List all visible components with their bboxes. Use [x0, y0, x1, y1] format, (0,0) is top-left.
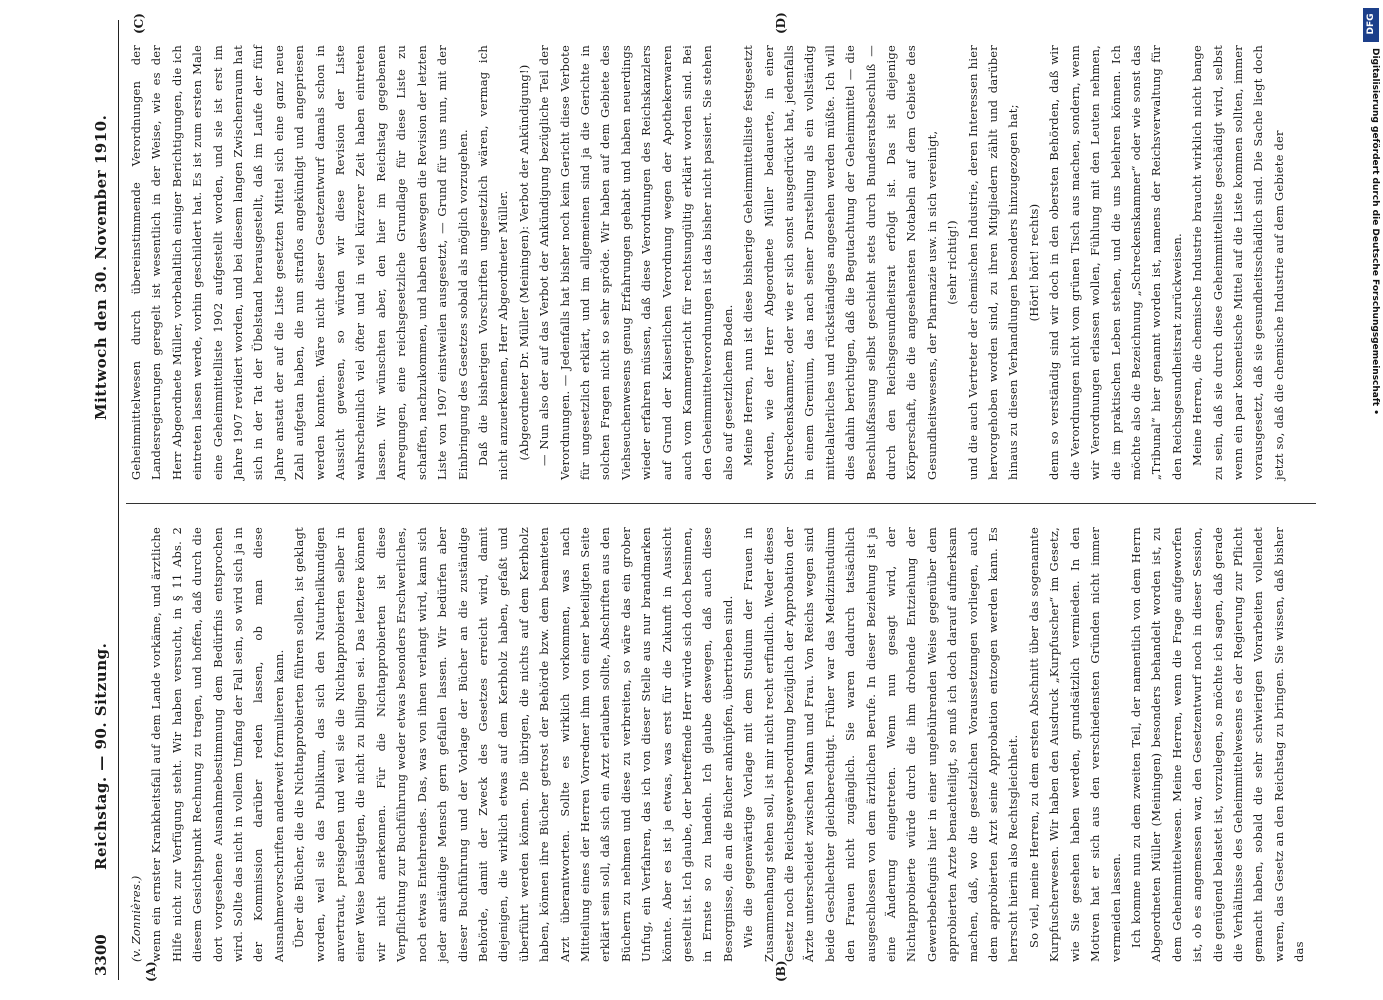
interjection: (Hört! hört! rechts) — [1026, 203, 1041, 322]
interjection: (Abgeordneter Dr. Müller (Meiningen): Verbot der Ankündigung!) — [516, 64, 531, 461]
paragraph: Meine Herren, nun ist diese bisherige Geheimmittelliste festgesetzt worden, wie der Herr Abgeordnete Müller bedauerte, in einer Schreckenskammer, oder wie er sich sonst ausgedrückt hat, jedenfalls in einem Gremium, das nach seiner Darstellung als ein vollständig mittelalterliches und rückständiges angesehen werden müßte. Ich will dies dahin berichtigen, daß die Begutachtung der Geheimmittel — die Beschlußfassung selbst geschieht stets durch Bundesratsbeschluß — durch den Reichsgesundheitsrat erfolgt ist. Das ist diejenige Körperschaft, die die angesehensten Notabeln auf dem Gebiete des Gesundheitswesens, der Pharmazie usw. in sich vereinigt, — [741, 45, 939, 480]
paragraph: denn so verständig sind wir doch in den obersten Behörden, daß wir die Verordnungen nicht vom grünen Tisch aus machen, sondern, wenn wir Verordnungen erlassen wollen, Fühlung mit den Leuten nehmen, die im praktischen Leben stehen, und die uns belehren können. Ich möchte also die Bezeichnung „Schreckenskammer“ oder wie sonst das „Tribunal“ hier genannt worden ist, namens der Reichsverwaltung für den Reichsgesundheitsrat zurückweisen. — [1047, 45, 1184, 480]
digitization-credit: Digitalisierung gefördert durch die Deutsche Forschungsgemeinschaft • — [1370, 48, 1380, 415]
paragraph: Geheimmittelwesen durch übereinstimmende Verordnungen der Landesregierungen geregelt ist wesentlich in der Weise, wie es der Herr Abgeordnete Müller, vorbehaltlich einiger Berichtigungen, die ich eintreten lassen werde, vorhin geschildert hat. Es ist zum ersten Male eine Geheimmittelliste 1902 aufgestellt worden, und sie ist erst im Jahre 1907 revidiert worden, und bei diesem langen Zwischenraum hat sich in der Tat der Übelstand herausgestellt, daß im Laufe der fünf Jahre anstatt der auf die Liste gesetzten Mittel sich eine ganz neue Zahl aufgetan haben, die nun straflos angekündigt und angepriesen werden konnten. Wäre nicht dieser Gesetzentwurf damals schon in Aussicht gewesen, so würden wir diese Revision der Liste wahrscheinlich viel öfter und in viel kürzerer Zeit haben eintreten lassen. Wir wünschten aber, den hier im Reichstag gegebenen Anregungen, eine reichsgesetzliche Grundlage für diese Liste zu schaffen, nachzukommen, und haben deswegen die Revision der letzten Liste von 1907 einstweilen ausgesetzt, — Grund für uns nun, mit der Einbringung des Gesetzes sobald als möglich vorzugehen. — [129, 45, 470, 480]
paragraph: Meine Herren, die chemische Industrie braucht wirklich nicht bange zu sein, daß sie durch diese Geheimmittelliste geschädigt wird, selbst wenn ein paar kosmetische Mittel auf die Liste kommen sollten, immer vorausgesetzt, daß sie gesundheitsschädlich sind. Die Sache liegt doch jetzt so, daß die chemische Industrie auf dem Gebiete der — [1190, 45, 1286, 480]
session-date: Mittwoch den 30. November 1910. — [92, 114, 110, 420]
paragraph: und die auch Vertreter der chemischen Industrie, deren Interessen hier hervorgehoben worden sind, zu ihren Mitgliedern zählt und darüber hinaus zu diesen Verhandlungen besonders hinzugezogen hat; — [965, 45, 1021, 480]
paragraph: Über die Bücher, die die Nichtapprobierten führen sollen, ist geklagt worden, weil sie das Publikum, das sich den Naturheilkundigen anvertraut, preisgeben und weil sie die Nichtapprobierten selber in einer Weise belästigten, die nicht zu billigen sei. Das letztere können wir nicht anerkennen. Für die Nichtapprobierten ist diese Verpflichtung zur Buchführung weder etwas besonders Erschwerliches, noch etwas Entehrendes. Das, was von ihnen verlangt wird, kann sich jeder anständige Mensch gern gefallen lassen. Wir bedürfen aber dieser Buchführung und der Vorlage der Bücher an die zuständige Behörde, damit der Zweck des Gesetzes erreicht wird, damit diejenigen, die wirklich etwas auf dem Kerbholz haben, gefaßt und überführt werden können. Die übrigen, die nichts auf dem Kerbholz haben, können ihre Bücher getrost der Behörde bzw. dem beamteten Arzt überantworten. Sollte es wirklich vorkommen, was nach Mitteilung eines der Herren Vorredner ihm von einer beteiligten Seite erklärt sein soll, daß sich ein Arzt erlauben sollte, Abschriften aus den Büchern zu nehmen und diese zu verbreiten, so wäre das ein grober Unfug, ein Verfahren, das ich von dieser Stelle aus nur brandmarken könnte. Aber es ist ja etwas, was erst für die Zukunft in Aussicht gestellt ist. Ich glaube, der betreffende Herr würde sich doch besinnen, in Ernste so zu handeln. Ich glaube deswegen, daß auch diese Besorgnisse, die an die Bücher anknüpfen, übertrieben sind. — [292, 527, 735, 962]
rotated-page-content — [84, 12, 1324, 982]
column-divider — [126, 503, 1316, 504]
margin-mark-b: (B) — [774, 960, 788, 982]
dfg-logo: DFG — [1363, 8, 1379, 42]
page-header — [84, 20, 119, 980]
paragraph: — Nun also der auf das Verbot der Ankündigung bezügliche Teil der Verordnungen. — Jedenfalls hat bisher noch kein Gericht diese Verbote für ungesetzlich erklärt, und im allgemeinen sind ja die Gerichte in solchen Fragen nicht so sehr spröde. Wir haben auf dem Gebiete des Viehseuchenwesens genug Erfahrungen gehabt und haben neuerdings wieder erfahren müssen, daß diese Verordnungen des Reichskanzlers auf Grund der Kaiserlichen Verordnung wegen der Apothekerwaren auch vom Kammergericht für rechtsungültig erklärt worden sind. Bei den Geheimmittelverordnungen ist das bisher nicht passiert. Sie stehen also auf gesetzlichem Boden. — [537, 45, 735, 480]
speaker-label: (v. Zonnières.) — [129, 875, 143, 962]
interjection: (sehr richtig!) — [945, 220, 960, 305]
paragraph: Wie die gegenwärtige Vorlage mit dem Studium der Frauen in Zusammenhang stehen soll, ist mir nicht recht erfindlich. Weder dieses Gesetz noch die Reichsgewerbeordnung bezüglich der Approbation der Ärzte unterscheidet zwischen Mann und Frau. Von Reichs wegen sind beide Geschlechter gleichberechtigt. Früher war das Medizinstudium den Frauen nicht zugänglich. Sie waren dadurch tatsächlich ausgeschlossen von dem ärztlichen Berufe. In dieser Beziehung ist ja eine Änderung eingetreten. Wenn nun gesagt wird, der Nichtapprobierte würde durch die ihm drohende Entziehung der Gewerbebefugnis hier in einer ungebührenden Weise gegenüber dem approbierten Arzte benachteiligt, so muß ich doch darauf aufmerksam machen, daß, wo die gesetzlichen Voraussetzungen vorliegen, auch dem approbierten Arzt seine Approbation entzogen werden kann. Es herrscht hierin also Rechtsgleichheit. — [741, 527, 1021, 962]
margin-mark-c: (C) — [132, 13, 146, 34]
paragraph: Ich komme nun zu dem zweiten Teil, der namentlich von dem Herrn Abgeordneten Müller (Meiningen) besonders behandelt worden ist, zu dem Geheimmittelwesen. Meine Herren, wenn die Frage aufgeworfen ist, ob es angemessen war, den Gesetzentwurf noch in dieser Session, die genügend belastet ist, vorzulegen, so möchte ich sagen, daß gerade die Verhältnisse des Geheimmittelwesens es der Regierung zur Pflicht gemacht haben, sobald die sehr schwierigen Vorarbeiten vollendet waren, das Gesetz an den Reichstag zu bringen. Sie wissen, daß bisher das — [1128, 527, 1307, 962]
paragraph: So viel, meine Herren, zu dem ersten Abschnitt über das sogenannte Kurpfuscherwesen. Wir haben den Ausdruck „Kurpfuscher“ im Gesetz, wie Sie gesehen haben werden, grundsätzlich vermieden. In den Motiven hat er sich aus den verschiedensten Gründen nicht immer vermeiden lassen. — [1026, 527, 1123, 962]
margin-mark-d: (D) — [774, 12, 788, 34]
margin-mark-a: (A) — [144, 961, 158, 982]
session-title: Reichstag. — 90. Sitzung. — [92, 642, 110, 870]
left-column — [126, 527, 1316, 962]
paragraph: Daß die bisherigen Vorschriften ungesetzlich wären, vermag ich nicht anzuerkennen, Herr Abgeordneter Müller. — [475, 45, 511, 480]
right-column — [126, 45, 1316, 480]
page-number: 3300 — [92, 934, 110, 976]
paragraph: wenn ein ernster Krankheitsfall auf dem Lande vorkäme, und ärztliche Hilfe nicht zur Verfügung steht. Wir haben versucht, in § 11 Abs. 2 diesem Gesichtspunkt Rechnung zu tragen, und hoffen, daß durch die dort vorgesehene Ausnahmebestimmung dem Bedürfnis entsprochen wird. Sollte das nicht in vollem Umfang der Fall sein, so wird sich ja in der Kommission darüber reden lassen, ob man diese Ausnahmevorschriften anderweit formulieren kann. — [149, 527, 286, 962]
